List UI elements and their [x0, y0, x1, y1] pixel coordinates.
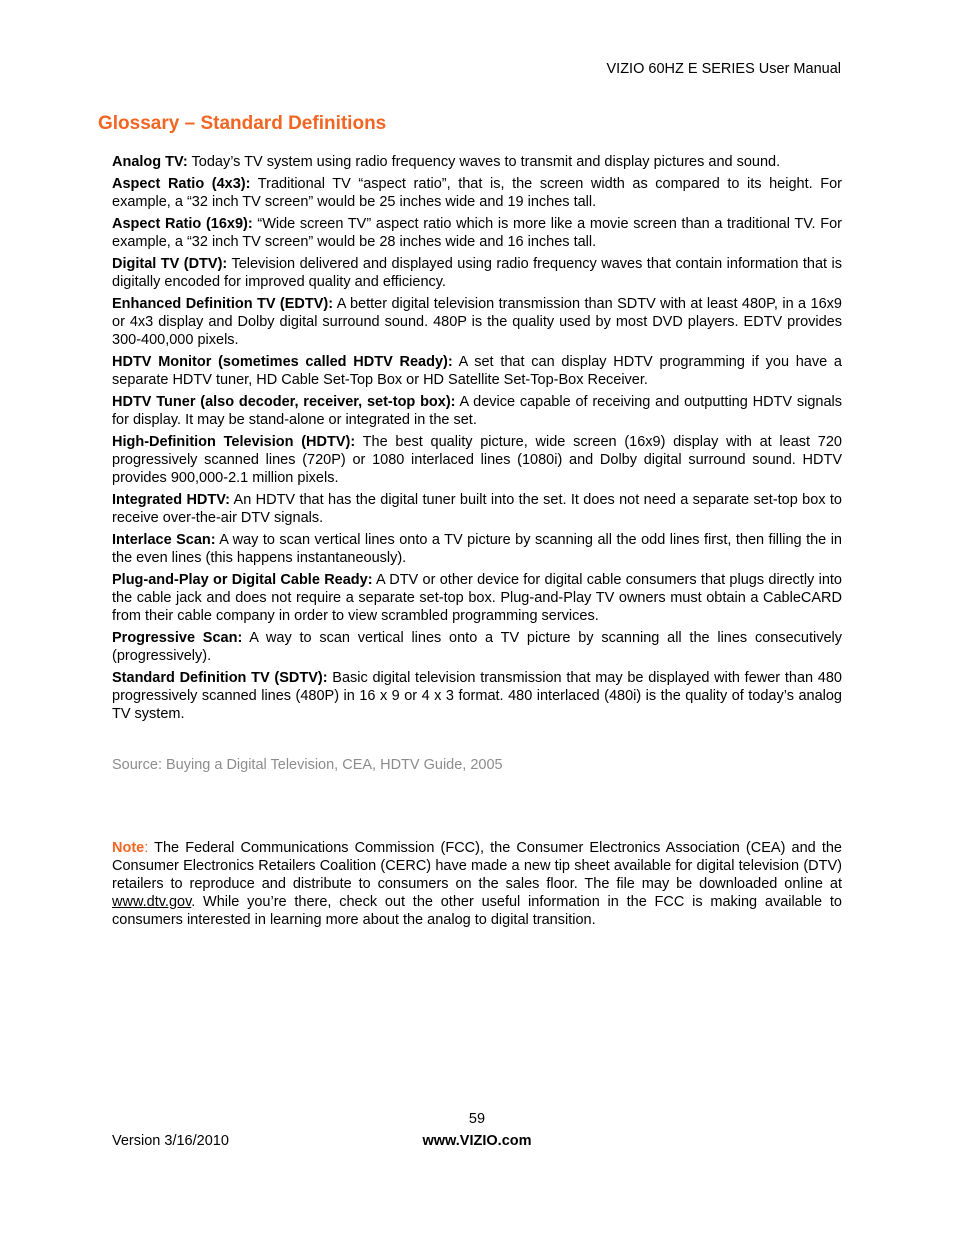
glossary-term: Interlace Scan: — [112, 532, 216, 548]
glossary-term: Standard Definition TV (SDTV): — [112, 670, 328, 686]
glossary-definition: Traditional TV “aspect ratio”, that is, the screen width as compared to its height. For example, a “32 inch TV screen” would be 25 inches wide and 19 inches tall. — [112, 176, 842, 210]
glossary-entry — [112, 571, 842, 625]
glossary-definition: A way to scan vertical lines onto a TV picture by scanning all the lines consecutively (progressively). — [112, 630, 842, 664]
glossary-term: High-Definition Television (HDTV): — [112, 434, 356, 450]
glossary-definition: A set that can display HDTV programming if you have a separate HDTV tuner, HD Cable Set-Top Box or HD Satellite Set-Top-Box Receiver. — [112, 354, 842, 388]
website-label: www.VIZIO.com — [422, 1133, 532, 1149]
glossary-entry — [112, 175, 842, 211]
glossary-entry — [112, 353, 842, 389]
glossary-term: HDTV Monitor (sometimes called HDTV Ready): — [112, 354, 453, 370]
glossary-entry — [112, 491, 842, 527]
glossary-term: HDTV Tuner (also decoder, receiver, set-top box): — [112, 394, 456, 410]
version-label: Version 3/16/2010 — [112, 1133, 229, 1149]
glossary-entry — [112, 433, 842, 487]
glossary-term: Digital TV (DTV): — [112, 256, 228, 272]
note-label: Note — [112, 839, 145, 856]
page-title: Glossary – Standard Definitions — [98, 113, 387, 134]
page-number: 59 — [468, 1111, 486, 1127]
glossary-term: Aspect Ratio (16x9): — [112, 216, 253, 232]
glossary-definition: A better digital television transmission than SDTV with at least 480P, in a 16x9 or 4x3 display and Dolby digital surround sound. 480P is the quality used by most DVD players. EDTV provides 300-400,000 pixels. — [112, 296, 842, 348]
glossary-entry — [112, 393, 842, 429]
glossary-definition: An HDTV that has the digital tuner built into the set. It does not need a separate set-top box to receive over-the-air DTV signals. — [112, 492, 842, 526]
glossary-definition: Today’s TV system using radio frequency waves to transmit and display pictures and sound. — [187, 154, 781, 170]
glossary-definition: A device capable of receiving and outputting HDTV signals for display. It may be stand-alone or integrated in the set. — [112, 394, 842, 428]
glossary-list — [112, 153, 842, 727]
note-colon: : — [144, 839, 149, 856]
glossary-definition: Basic digital television transmission that may be displayed with fewer than 480 progressively scanned lines (480P) in 16 x 9 or 4 x 3 format. 480 interlaced (480i) is the quality of today’s analog TV system. — [112, 670, 842, 722]
glossary-entry — [112, 295, 842, 349]
glossary-term: Aspect Ratio (4x3): — [112, 176, 251, 192]
glossary-term: Enhanced Definition TV (EDTV): — [112, 296, 334, 312]
dtv-gov-link[interactable]: www.dtv.gov — [112, 893, 192, 910]
glossary-entry — [112, 255, 842, 291]
source-citation: Source: Buying a Digital Television, CEA, HDTV Guide, 2005 — [112, 757, 503, 773]
glossary-entry — [112, 531, 842, 567]
glossary-definition: Television delivered and displayed using radio frequency waves that contain information that is digitally encoded for improved quality and efficiency. — [112, 256, 842, 290]
glossary-term: Integrated HDTV: — [112, 492, 230, 508]
note-text-continued: . While you’re there, check out the other useful information in the FCC is making available to consumers interested in learning more about the analog to digital transition. — [112, 893, 842, 928]
glossary-definition: “Wide screen TV” aspect ratio which is more like a movie screen than a traditional TV. For example, a “32 inch TV screen” would be 28 inches wide and 16 inches tall. — [112, 216, 842, 250]
manual-title: VIZIO 60HZ E SERIES User Manual — [606, 61, 841, 77]
glossary-entry — [112, 629, 842, 665]
note-paragraph — [112, 839, 842, 929]
glossary-definition: A DTV or other device for digital cable consumers that plugs directly into the cable jack and does not require a separate set-top box. Plug-and-Play TV owners must obtain a CableCARD from their cable company in order to view scrambled programming services. — [112, 572, 842, 624]
glossary-entry — [112, 215, 842, 251]
glossary-entry — [112, 669, 842, 723]
glossary-term: Analog TV: — [112, 154, 188, 170]
glossary-definition: A way to scan vertical lines onto a TV picture by scanning all the odd lines first, then filling the in the even lines (this happens instantaneously). — [112, 532, 842, 566]
glossary-term: Progressive Scan: — [112, 630, 243, 646]
note-text: The Federal Communications Commission (FCC), the Consumer Electronics Association (CEA) and the Consumer Electronics Retailers Coalition (CERC) have made a new tip sheet available for digital television (DTV) retailers to reproduce and distribute to consumers on the sales floor. The file may be downloaded online at — [112, 839, 842, 892]
glossary-definition: The best quality picture, wide screen (16x9) display with at least 720 progressively scanned lines (720P) or 1080 interlaced lines (1080i) and Dolby digital surround sound. HDTV provides 900,000-2.1 million pixels. — [112, 434, 843, 486]
glossary-entry — [112, 153, 842, 171]
glossary-term: Plug-and-Play or Digital Cable Ready: — [112, 572, 373, 588]
